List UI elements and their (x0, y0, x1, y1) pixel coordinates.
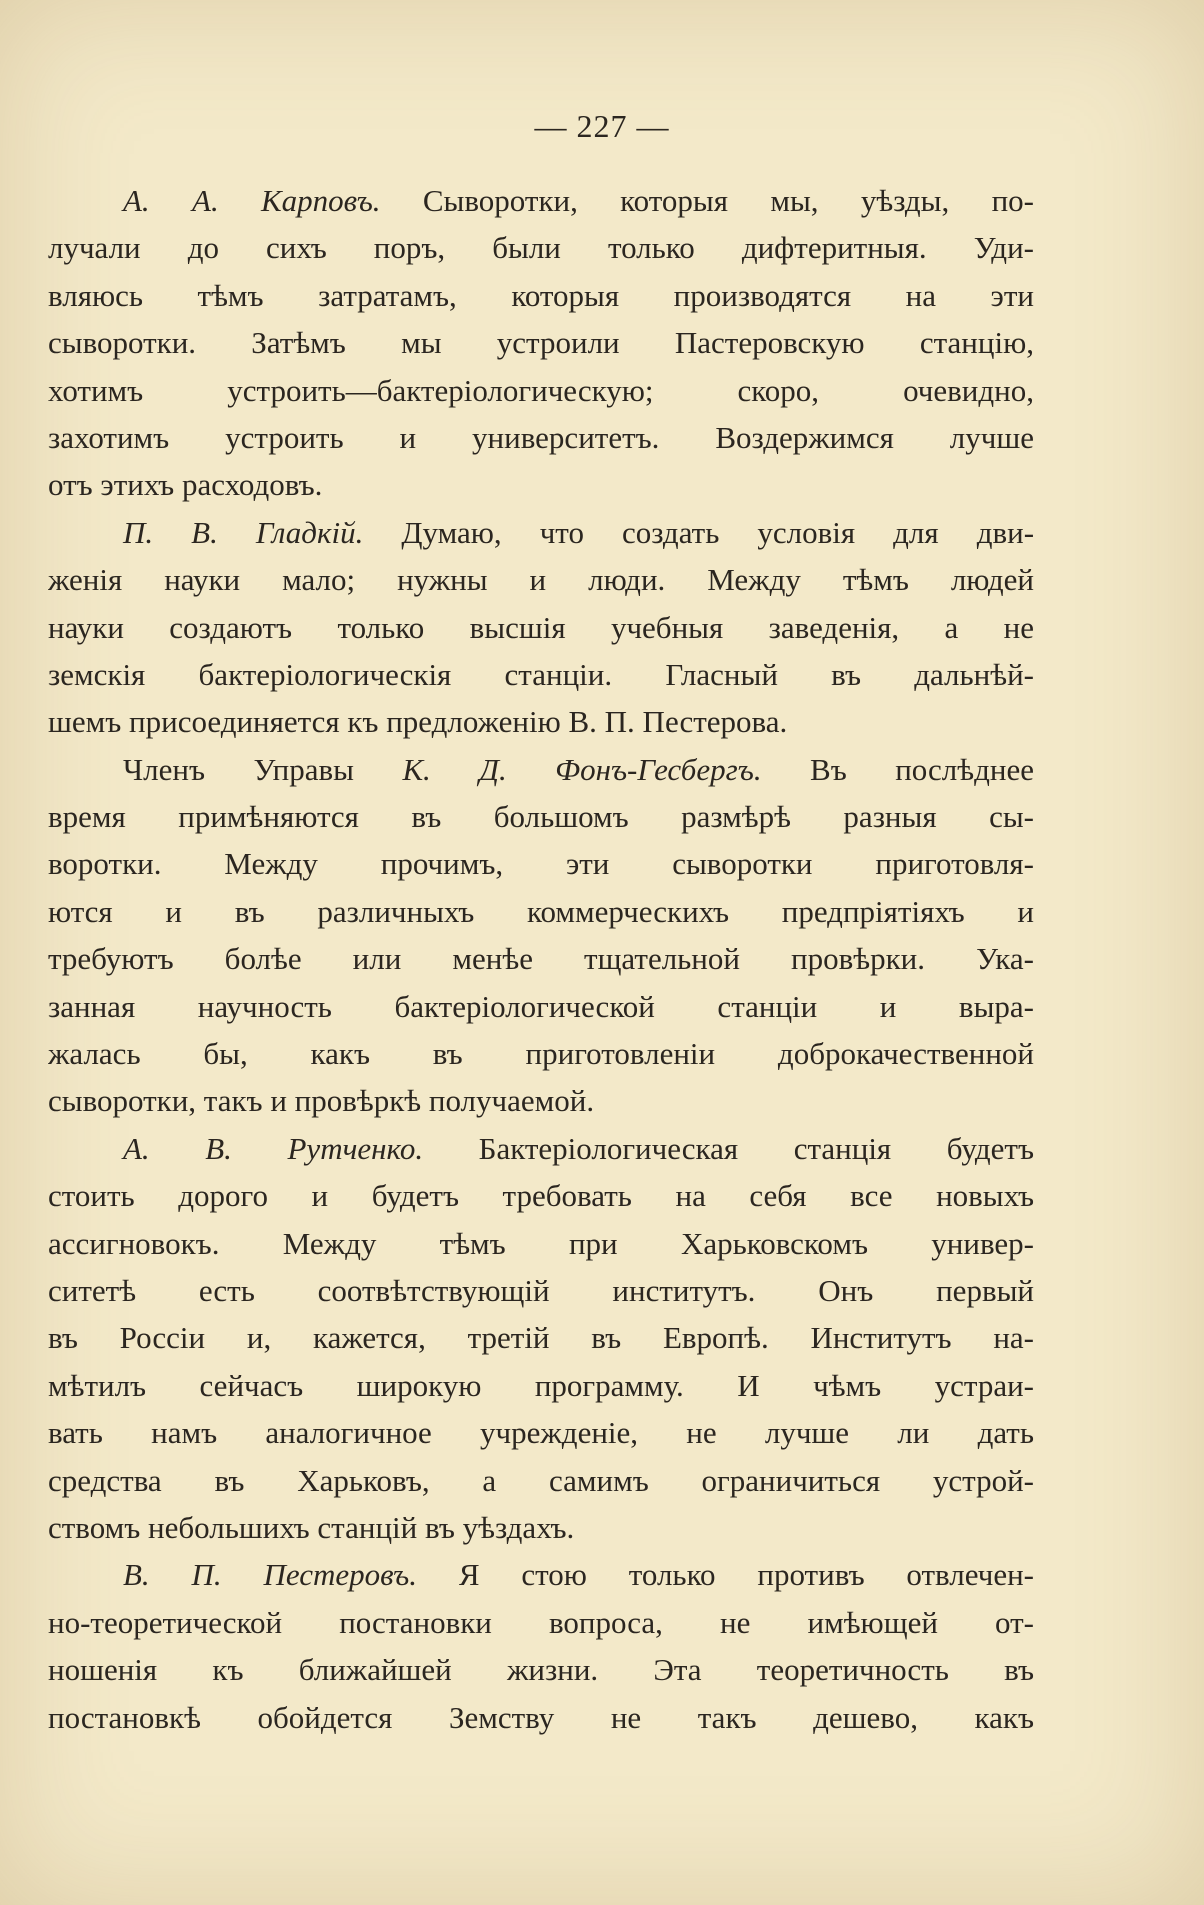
text-line: средства въ Харьковъ, а самимъ ограничиться устрой- (48, 1462, 1034, 1498)
speaker-name: А. В. Рутченко. (123, 1130, 424, 1166)
text-line: ситетѣ есть соотвѣтствующій институтъ. Онъ первый (48, 1272, 1034, 1308)
body-text (48, 177, 1034, 1741)
text-line: лучали до сихъ поръ, были только дифтеритныя. Уди- (48, 230, 1034, 266)
text-line: Членъ Управы К. Д. Фонъ-Гесбергъ. Въ послѣднее (123, 751, 1034, 787)
text-line: сыворотки. Затѣмъ мы устроили Пастеровскую станцію, (48, 325, 1034, 361)
text-line: женія науки мало; нужны и люди. Между тѣмъ людей (48, 562, 1034, 598)
speaker-name: А. А. Карповъ. (123, 183, 381, 218)
text-line: ассигновокъ. Между тѣмъ при Харьковскомъ универ- (48, 1225, 1034, 1261)
text-line: земскія бактеріологическія станціи. Гласный въ дальнѣй- (48, 656, 1034, 692)
speaker-name: П. В. Гладкій. (123, 514, 364, 550)
text-line: А. А. Карповъ. Сыворотки, которыя мы, уѣзды, по- (123, 183, 1034, 218)
page-number: — 227 — (534, 108, 670, 144)
text-line: воротки. Между прочимъ, эти сыворотки приготовля- (48, 846, 1034, 882)
text-line: вляюсь тѣмъ затратамъ, которыя производятся на эти (48, 277, 1034, 313)
text-line: науки создаютъ только высшія учебныя заведенія, а не (48, 609, 1034, 645)
text-line: А. В. Рутченко. Бактеріологическая станція будетъ (123, 1130, 1034, 1166)
text-line: сыворотки, такъ и провѣркѣ получаемой. (48, 1083, 595, 1119)
text-line: требуютъ болѣе или менѣе тщательной провѣрки. Ука- (48, 941, 1034, 977)
speaker-name: В. П. Пестеровъ. (123, 1557, 418, 1593)
text-line: вать намъ аналогичное учрежденіе, не лучше ли дать (48, 1415, 1034, 1451)
text-line: но-теоретической постановки вопроса, не имѣющей от- (48, 1604, 1034, 1640)
text-line: шемъ присоединяется къ предложенію В. П. Пестерова. (48, 704, 788, 740)
text-line: жалась бы, какъ въ приготовленіи доброкачественной (48, 1036, 1034, 1072)
text-line: захотимъ устроить и университетъ. Воздержимся лучше (48, 419, 1034, 455)
text-line: стоить дорого и будетъ требовать на себя все новыхъ (48, 1178, 1034, 1214)
text-line: время примѣняются въ большомъ размѣрѣ разныя сы- (48, 799, 1034, 835)
text-line: въ Россіи и, кажется, третій въ Европѣ. Институтъ на- (48, 1320, 1034, 1356)
text-line: ются и въ различныхъ коммерческихъ предпріятіяхъ и (48, 893, 1034, 929)
text-line: занная научность бактеріологической станціи и выра- (48, 988, 1034, 1024)
text-line: ношенія къ ближайшей жизни. Эта теоретичность въ (48, 1652, 1034, 1688)
text-line: П. В. Гладкій. Думаю, что создать условія для дви- (123, 514, 1034, 550)
text-line: отъ этихъ расходовъ. (48, 467, 323, 503)
text-line: ствомъ небольшихъ станцій въ уѣздахъ. (48, 1509, 575, 1545)
speaker-title: Членъ Управы (123, 751, 354, 787)
text-line: мѣтилъ сейчасъ широкую программу. И чѣмъ устраи- (48, 1367, 1034, 1403)
speaker-name: К. Д. Фонъ-Гесбергъ. (402, 751, 762, 787)
text-line: хотимъ устроить—бактеріологическую; скоро, очевидно, (48, 372, 1034, 408)
text-line: В. П. Пестеровъ. Я стою только противъ отвлечен- (123, 1557, 1034, 1593)
text-line: постановкѣ обойдется Земству не такъ дешево, какъ (48, 1699, 1034, 1735)
